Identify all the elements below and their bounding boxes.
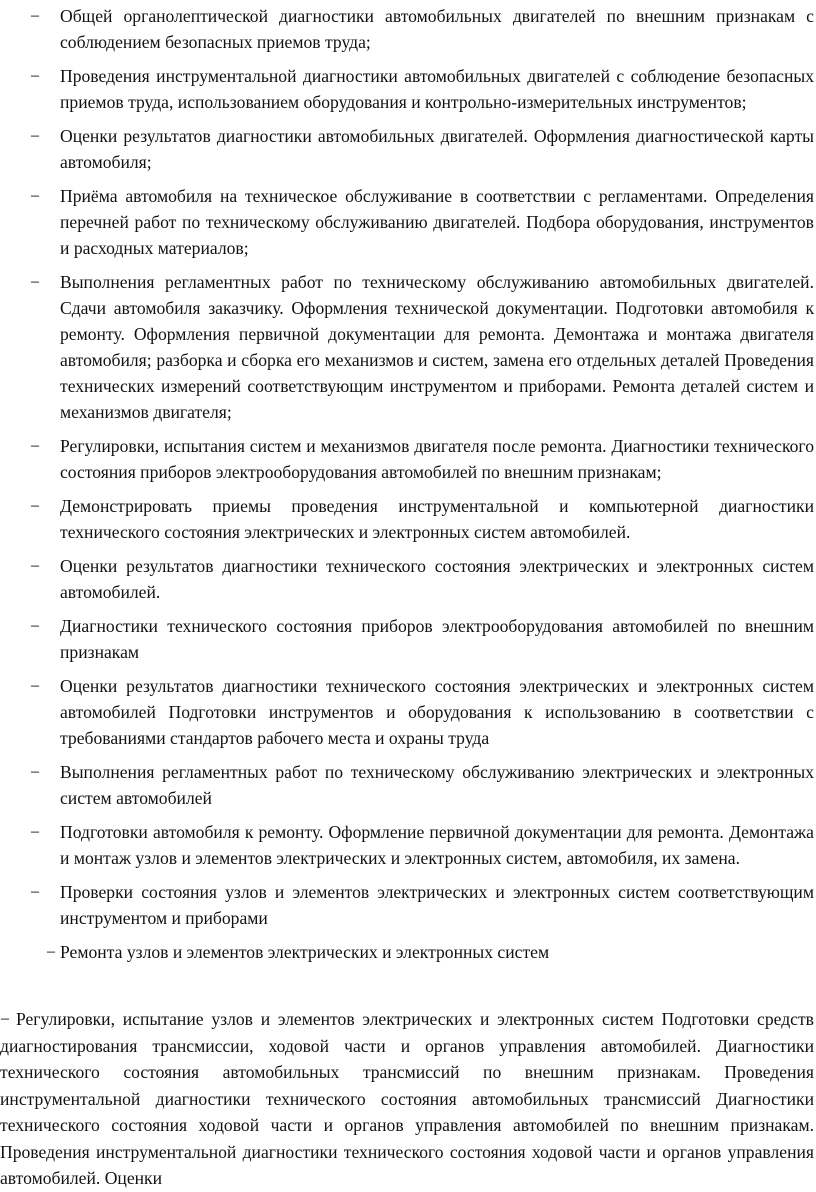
list-item-text: Оценки результатов диагностики автомобильных двигателей. Оформления диагностической карты автомобиля; [60, 126, 814, 172]
list-item [0, 123, 816, 175]
list-item [0, 3, 816, 55]
list-dash: − [30, 616, 40, 636]
list-item-text: Подготовки автомобиля к ремонту. Оформление первичной документации для ремонта. Демонтажа и монтаж узлов и элементов электрических и электронных систем, автомобиля, их замена. [60, 822, 814, 868]
list-dash: − [30, 186, 40, 206]
list-item [0, 939, 816, 965]
list-item [0, 819, 816, 871]
list-item [0, 553, 816, 605]
list-item-text: Диагностики технического состояния приборов электрооборудования автомобилей по внешним признакам [60, 616, 814, 662]
list-item-text: Приёма автомобиля на техническое обслуживание в соответствии с регламентами. Определения перечней работ по техническому обслуживанию двигателей. Подбора оборудования, инструментов и расходных материалов; [60, 186, 814, 258]
trailing-paragraph [0, 1006, 816, 1192]
list-dash: − [30, 66, 40, 86]
list-item-text: Ремонта узлов и элементов электрических и электронных систем [60, 942, 550, 962]
list-item-text: Оценки результатов диагностики технического состояния электрических и электронных систем автомобилей Подготовки инструментов и оборудования к использованию в соответствии с требованиями стандартов рабочего места и охраны труда [60, 676, 814, 748]
list-dash: − [46, 942, 56, 962]
list-item [0, 433, 816, 485]
list-dash: − [30, 126, 40, 146]
list-item [0, 613, 816, 665]
list-dash: − [30, 762, 40, 782]
list-item [0, 63, 816, 115]
paragraph-dash: − [0, 1009, 10, 1029]
list-dash: − [30, 6, 40, 26]
list-item-text: Общей органолептической диагностики автомобильных двигателей по внешним признакам с соблюдением безопасных приемов труда; [60, 6, 814, 52]
list-dash: − [30, 556, 40, 576]
list-item [0, 183, 816, 261]
list-item-text: Демонстрировать приемы проведения инструментальной и компьютерной диагностики технического состояния электрических и электронных систем автомобилей. [60, 496, 814, 542]
list-item-text: Оценки результатов диагностики технического состояния электрических и электронных систем автомобилей. [60, 556, 814, 602]
list-item [0, 759, 816, 811]
list-item [0, 673, 816, 751]
list-item-text: Выполнения регламентных работ по техническому обслуживанию автомобильных двигателей. Сдачи автомобиля заказчику. Оформления технической документации. Подготовки автомобиля к ремонту. Оформления первичной документации для ремонта. Демонтажа и монтажа двигателя автомобиля; разборка и сборка его механизмов и систем, замена его отдельных деталей Проведения технических измерений соответствующим инструментом и приборами. Ремонта деталей систем и механизмов двигателя; [60, 272, 814, 422]
list-dash: − [30, 496, 40, 516]
list-dash: − [30, 882, 40, 902]
competency-list [0, 3, 816, 973]
list-dash: − [30, 676, 40, 696]
list-dash: − [30, 822, 40, 842]
list-item [0, 493, 816, 545]
list-dash: − [30, 272, 40, 292]
list-item-text: Проведения инструментальной диагностики автомобильных двигателей с соблюдение безопасных приемов труда, использованием оборудования и контрольно-измерительных инструментов; [60, 66, 814, 112]
list-item-text: Выполнения регламентных работ по техническому обслуживанию электрических и электронных систем автомобилей [60, 762, 814, 808]
list-item [0, 879, 816, 931]
trailing-paragraph-text: Регулировки, испытание узлов и элементов электрических и электронных систем Подготовки средств диагностирования трансмиссии, ходовой части и органов управления автомобилей. Диагностики технического состояния автомобильных трансмиссий по внешним признакам. Проведения инструментальной диагностики технического состояния автомобильных трансмиссий Диагностики технического состояния ходовой части и органов управления автомобилей по внешним признакам. Проведения инструментальной диагностики технического состояния ходовой части и органов управления автомобилей. Оценки [0, 1009, 814, 1188]
list-dash: − [30, 436, 40, 456]
list-item-text: Проверки состояния узлов и элементов электрических и электронных систем соответствующим инструментом и приборами [60, 882, 814, 928]
list-item-text: Регулировки, испытания систем и механизмов двигателя после ремонта. Диагностики технического состояния приборов электрооборудования автомобилей по внешним признакам; [60, 436, 814, 482]
list-item [0, 269, 816, 425]
